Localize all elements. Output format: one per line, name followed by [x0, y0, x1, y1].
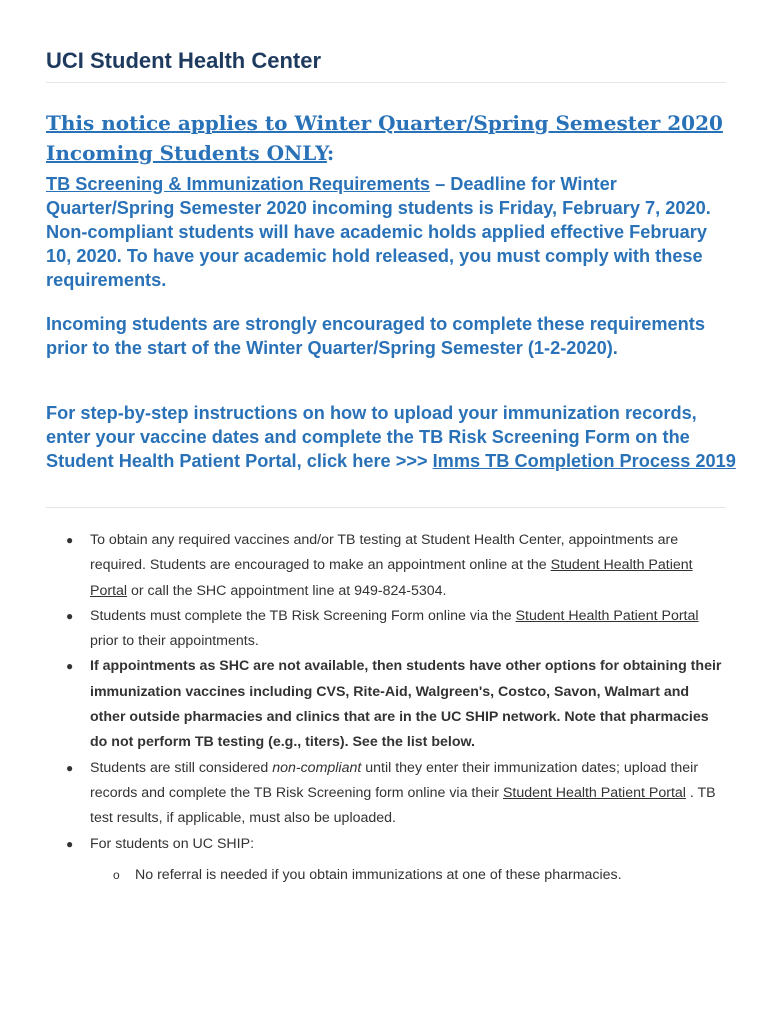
patient-portal-link[interactable]: Student Health Patient Portal [515, 607, 699, 624]
list-item [46, 528, 726, 604]
bullet-icon: ● [66, 659, 74, 674]
deadline-text: – Deadline for Winter Quarter/Spring Semester 2020 incoming students is Friday, February 7, 2020. Non-compliant students will have academic holds applied effective February 10, 2020. To have your academic hold released, you must comply with these requirements. [46, 174, 711, 290]
list-item [46, 832, 726, 889]
bullet-icon: ● [66, 836, 74, 851]
patient-portal-link[interactable]: Student Health Patient Portal [90, 557, 693, 599]
bullet-icon: ● [66, 533, 74, 547]
sub-list-item-text: No referral is needed if you obtain immunizations at one of these pharmacies. [135, 866, 622, 883]
notice-heading-line1-link[interactable]: This notice applies to Winter Quarter/Spring Semester 2020 [46, 111, 723, 135]
encouragement-paragraph: Incoming students are strongly encouraged to complete these requirements prior to the start of the Winter Quarter/Spring Semester (1-2-2020). [46, 314, 705, 358]
list-item-text: or call the SHC appointment line at 949-824-5304. [127, 582, 447, 599]
divider [46, 82, 726, 83]
list-item-text: If appointments as SHC are not available, then students have other options for obtaining their immunization vaccines including CVS, Rite-Aid, Walgreen's, Costco, Savon, Walmart and other outside pharmacies and clinics that are in the UC SHIP network. Note that pharmacies do not perform TB testing (e.g., titers). See the list below. [90, 658, 722, 751]
list-item-text: Students are still considered [90, 759, 273, 776]
instructions-paragraph [46, 401, 736, 473]
tb-requirements-link[interactable]: TB Screening & Immunization Requirements [46, 174, 431, 194]
notice-heading [46, 108, 736, 168]
list-item-text: . TB test results, if applicable, must also be uploaded. [90, 784, 716, 827]
list-item-text: Students must complete the TB Risk Screening Form online via the [90, 607, 516, 624]
notice-colon: : [326, 141, 335, 165]
list-item-text: For students on UC SHIP: [90, 835, 255, 852]
hollow-bullet-icon: o [113, 867, 120, 882]
sub-list-item [90, 863, 726, 888]
incoming-students-link[interactable]: Incoming Students ONLY [46, 141, 327, 165]
list-item-text: prior to their appointments. [90, 633, 259, 650]
sub-list [90, 863, 726, 888]
instructions-text: For step-by-step instructions on how to upload your immunization records, enter your vaccine dates and complete the TB Risk Screening Form on the Student Health Patient Portal, click here >>> [46, 403, 697, 471]
patient-portal-link[interactable]: Student Health Patient Portal [502, 784, 686, 801]
deadline-paragraph [46, 172, 736, 292]
page-title: UCI Student Health Center [46, 48, 322, 73]
list-item-text: To obtain any required vaccines and/or TB testing at Student Health Center, appointments are required. Students are encouraged to make an appointment online at the [90, 532, 679, 574]
imms-tb-process-link[interactable]: Imms TB Completion Process 2019 [432, 451, 736, 471]
bullet-icon: ● [66, 760, 74, 775]
bullet-icon: ● [66, 608, 74, 623]
divider [46, 507, 726, 508]
list-item [46, 654, 726, 755]
list-item [46, 604, 726, 655]
non-compliant-emphasis: non-compliant [272, 759, 362, 776]
requirements-list [46, 528, 726, 888]
list-item-text: until they enter their immunization dates; upload their records and complete the TB Risk Screening form online via their [90, 759, 699, 801]
list-item [46, 756, 726, 832]
